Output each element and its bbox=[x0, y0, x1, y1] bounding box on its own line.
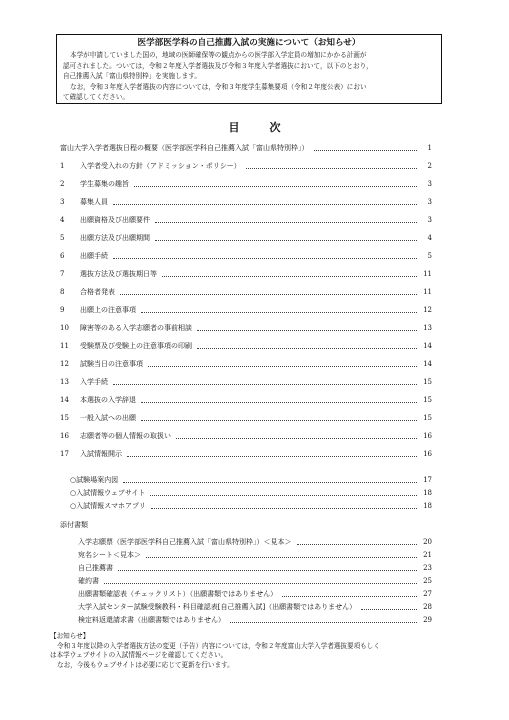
toc-item[interactable] bbox=[60, 161, 432, 171]
toc-item-label: 受験票及び受験上の注意事項の印刷 bbox=[80, 342, 192, 350]
toc-item-label: 出願上の注意事項 bbox=[80, 306, 136, 314]
dot-leader bbox=[134, 186, 417, 187]
toc-extra-label: ○試験場案内図 bbox=[70, 476, 119, 484]
toc-item-label: 一般入試への出願 bbox=[80, 414, 136, 422]
toc-item-page: 16 bbox=[423, 432, 432, 440]
toc-extra-item[interactable] bbox=[70, 488, 432, 498]
dot-leader bbox=[150, 495, 417, 496]
toc-item-label: 障害等のある入学志願者の事前相談 bbox=[80, 324, 192, 332]
toc-item-number: 4 bbox=[60, 216, 65, 224]
toc-extra-label: ○入試情報ウェブサイト bbox=[70, 489, 146, 497]
attachment-item[interactable] bbox=[78, 563, 432, 573]
toc-item[interactable] bbox=[60, 413, 432, 423]
dot-leader bbox=[118, 570, 417, 571]
attachment-item[interactable] bbox=[78, 537, 432, 547]
notice-line: なお，令和３年度入学者選抜の内容については，令和３年度学生募集要項（令和２年度公表）におい bbox=[70, 82, 367, 91]
toc-item[interactable] bbox=[60, 341, 432, 351]
toc-item-page: 4 bbox=[427, 234, 432, 242]
toc-item[interactable] bbox=[60, 215, 432, 225]
toc-item-label: 入学手続 bbox=[80, 378, 108, 386]
toc-item-label: 出願方法及び出願期間 bbox=[80, 234, 150, 242]
attachment-page: 25 bbox=[423, 577, 432, 585]
toc-item[interactable] bbox=[60, 179, 432, 189]
toc-item[interactable] bbox=[60, 197, 432, 207]
toc-item-number: 10 bbox=[60, 324, 69, 332]
dot-leader bbox=[113, 258, 417, 259]
attachment-label: 出願書類確認表（チェックリスト）（出願書類ではありません） bbox=[78, 590, 278, 598]
dot-leader bbox=[197, 348, 417, 349]
dot-leader bbox=[297, 544, 418, 545]
dot-leader bbox=[141, 420, 417, 421]
toc-item-page: 3 bbox=[427, 180, 432, 188]
toc-item-page: 16 bbox=[423, 450, 432, 458]
toc-item-page: 11 bbox=[423, 270, 432, 278]
toc-item-page: 15 bbox=[423, 378, 432, 386]
notice-title: 医学部医学科の自己推薦入試の実施について（お知らせ） bbox=[137, 38, 361, 48]
toc-item-label: 入試情報開示 bbox=[80, 450, 122, 458]
toc-item-number: 13 bbox=[60, 378, 69, 386]
dot-leader bbox=[282, 596, 417, 597]
attachment-label: 検定料返還請求書（出願書類ではありません） bbox=[78, 616, 225, 624]
toc-item-page: 11 bbox=[423, 288, 432, 296]
dot-leader bbox=[197, 330, 417, 331]
toc-item-number: 15 bbox=[60, 414, 69, 422]
attachment-label: 入学志願票（医学部医学科自己推薦入試「富山県特別枠」）＜見本＞ bbox=[78, 538, 292, 546]
toc-item-number: 5 bbox=[60, 234, 65, 242]
attachment-page: 28 bbox=[423, 603, 432, 611]
dot-leader bbox=[104, 583, 417, 584]
attachment-label: 自己推薦書 bbox=[78, 564, 113, 572]
toc-item-label: 本選抜の入学辞退 bbox=[80, 396, 136, 404]
dot-leader bbox=[113, 204, 417, 205]
attachment-label: 確約書 bbox=[78, 577, 99, 585]
toc-extra-page: 18 bbox=[423, 489, 432, 497]
dot-leader bbox=[230, 622, 417, 623]
toc-item-number: 3 bbox=[60, 198, 65, 206]
toc-item-page: 3 bbox=[427, 198, 432, 206]
dot-leader bbox=[123, 482, 417, 483]
dot-leader bbox=[113, 384, 417, 385]
toc-item[interactable] bbox=[60, 251, 432, 261]
notice-line: て確認してください。 bbox=[63, 93, 129, 101]
bottom-notice-heading: 【お知らせ】 bbox=[50, 632, 90, 640]
toc-item-number: 17 bbox=[60, 450, 69, 458]
dot-leader bbox=[314, 150, 418, 151]
toc-item-label: 募集人員 bbox=[80, 198, 108, 206]
notice-line: 認可されました。ついては，令和２年度入学者選抜及び令和３年度入学者選抜において，以下のとおり， bbox=[63, 61, 373, 70]
toc-item-page: 15 bbox=[423, 414, 432, 422]
toc-item-page: 14 bbox=[423, 342, 432, 350]
attachment-item[interactable] bbox=[78, 602, 432, 612]
dot-leader bbox=[151, 508, 417, 509]
toc-item-page: 14 bbox=[423, 360, 432, 368]
toc-item-label: 出願資格及び出願要件 bbox=[80, 216, 150, 224]
dot-leader bbox=[141, 312, 417, 313]
toc-item-number: 8 bbox=[60, 288, 65, 296]
toc-item-page: 2 bbox=[427, 162, 432, 170]
attachments-heading: 添付書類 bbox=[60, 521, 88, 529]
toc-item-number: 6 bbox=[60, 252, 65, 260]
toc-item-number: 11 bbox=[60, 342, 69, 350]
toc-item-page: 13 bbox=[423, 324, 432, 332]
bottom-notice-line: 令和３年度以降の入学者選抜方法の変更（予告）内容については，令和２年度富山大学入学者選抜要項もしく bbox=[57, 641, 380, 650]
toc-item[interactable] bbox=[60, 287, 432, 297]
toc-item[interactable] bbox=[60, 305, 432, 315]
attachment-item[interactable] bbox=[78, 615, 432, 625]
toc-item-label: 試験当日の注意事項 bbox=[80, 360, 143, 368]
toc-item-number: 1 bbox=[60, 162, 65, 170]
toc-item[interactable] bbox=[60, 359, 432, 369]
dot-leader bbox=[120, 294, 417, 295]
toc-extra-page: 18 bbox=[423, 502, 432, 510]
toc-item-page: 12 bbox=[423, 306, 432, 314]
toc-item[interactable] bbox=[60, 449, 432, 459]
toc-item-label: 合格者発表 bbox=[80, 288, 115, 296]
dot-leader bbox=[148, 366, 417, 367]
toc-item-label: 選抜方法及び選抜期日等 bbox=[80, 270, 157, 278]
bottom-notice bbox=[50, 632, 470, 670]
toc-intro-page: 1 bbox=[427, 144, 432, 152]
attachment-item[interactable] bbox=[78, 589, 432, 599]
toc-item-label: 入学者受入れの方針（アドミッション・ポリシー） bbox=[80, 162, 241, 170]
toc-extra-item[interactable] bbox=[70, 475, 432, 485]
toc-item[interactable] bbox=[60, 323, 432, 333]
toc-item-number: 9 bbox=[60, 306, 65, 314]
toc-item-label: 志願者等の個人情報の取扱い bbox=[80, 432, 171, 440]
toc-item-page: 5 bbox=[427, 252, 432, 260]
dot-leader bbox=[246, 168, 417, 169]
toc-item-number: 12 bbox=[60, 360, 69, 368]
dot-leader bbox=[141, 402, 417, 403]
toc-item[interactable] bbox=[60, 431, 432, 441]
dot-leader bbox=[361, 609, 417, 610]
attachment-page: 27 bbox=[423, 590, 432, 598]
dot-leader bbox=[127, 456, 417, 457]
notice-body bbox=[63, 50, 435, 103]
notice-line: 本学が申請していました国の，地域の医師確保等の観点からの医学部入学定員の増加にかかる計画が bbox=[70, 51, 367, 59]
toc-item[interactable] bbox=[60, 233, 432, 243]
attachment-label: 宛名シート＜見本＞ bbox=[78, 551, 141, 559]
dot-leader bbox=[155, 222, 417, 223]
toc-item[interactable] bbox=[60, 269, 432, 279]
toc-item-number: 7 bbox=[60, 270, 65, 278]
toc-extra-page: 17 bbox=[423, 476, 432, 484]
dot-leader bbox=[155, 240, 417, 241]
toc-item-number: 14 bbox=[60, 396, 69, 404]
attachment-label: 大学入試センター試験受験教科・科目確認表[自己推薦入試]（出願書類ではありません） bbox=[78, 603, 357, 611]
attachment-page: 20 bbox=[423, 538, 432, 546]
attachment-page: 23 bbox=[423, 564, 432, 572]
toc-item-label: 出願手続 bbox=[80, 252, 108, 260]
toc-item-page: 3 bbox=[427, 216, 432, 224]
toc-item-number: 2 bbox=[60, 180, 65, 188]
bottom-notice-line: なお，今後もウェブサイトは必要に応じて更新を行います。 bbox=[57, 660, 234, 669]
dot-leader bbox=[162, 276, 417, 277]
toc-title: 目次 bbox=[228, 121, 311, 134]
dot-leader bbox=[176, 438, 417, 439]
attachment-item[interactable] bbox=[78, 550, 432, 560]
notice-box bbox=[56, 34, 442, 104]
toc-intro-row[interactable] bbox=[60, 143, 432, 153]
toc-item-number: 16 bbox=[60, 432, 69, 440]
bottom-notice-line: は本学ウェブサイトの入試情報ページを確認してください。 bbox=[50, 651, 228, 659]
toc-extra-label: ○入試情報スマホアプリ bbox=[70, 502, 146, 510]
attachment-page: 29 bbox=[423, 616, 432, 624]
toc-item-page: 15 bbox=[423, 396, 432, 404]
attachment-page: 21 bbox=[423, 551, 432, 559]
toc-item[interactable] bbox=[60, 377, 432, 387]
toc-intro-label: 富山大学入学者選抜日程の概要（医学部医学科自己推薦入試「富山県特別枠」） bbox=[60, 144, 309, 152]
toc-item[interactable] bbox=[60, 395, 432, 405]
attachment-item[interactable] bbox=[78, 576, 432, 586]
toc-item-label: 学生募集の趣旨 bbox=[80, 180, 129, 188]
dot-leader bbox=[146, 557, 417, 558]
toc-extra-item[interactable] bbox=[70, 501, 432, 511]
notice-line: 自己推薦入試「富山県特別枠」を実施します。 bbox=[63, 72, 201, 80]
